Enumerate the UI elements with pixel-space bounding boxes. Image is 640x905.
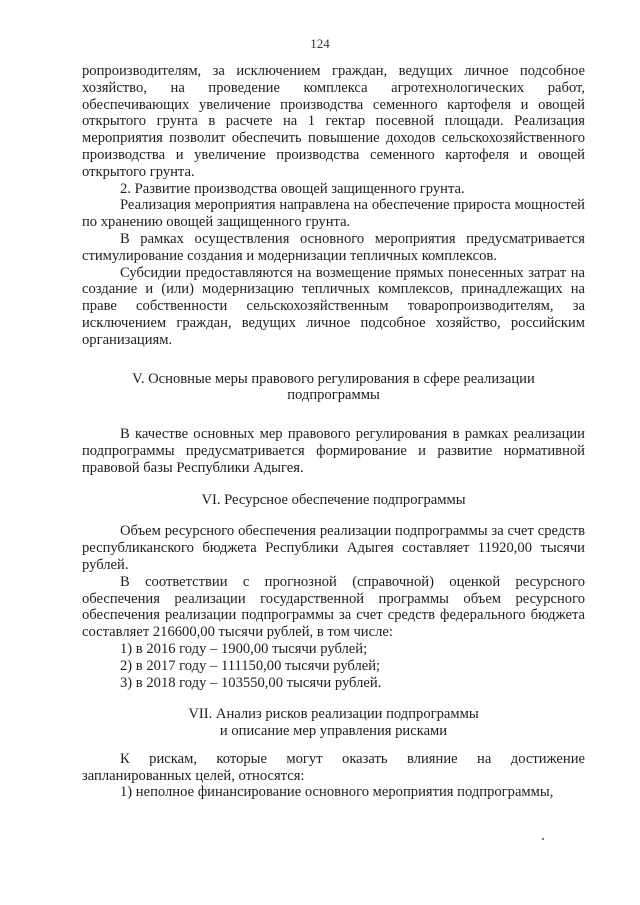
paragraph: Объем ресурсного обеспечения реализации подпрограммы за счет средств республиканского бюджета Республики Адыгея составляет 11920,00 тысячи рублей. (82, 523, 585, 573)
section-heading-line: и описание мер управления рисками (219, 723, 448, 740)
paragraph: К рискам, которые могут оказать влияние на достижение запланированных целей, относятся: (82, 750, 585, 784)
list-item: 1) в 2016 году – 1900,00 тысячи рублей; (120, 640, 368, 657)
spacer (82, 740, 585, 751)
paragraph: 1) неполное финансирование основного мероприятия подпрограммы, (120, 784, 554, 801)
paragraph: Субсидии предоставляются на возмещение прямых понесенных затрат на создание и (или) модернизацию тепличных комплексов, принадлежащих на праве собственности сельскохозяйственным товаропроизводителям, за исключением граждан, ведущих личное подсобное хозяйство, российским организациям. (82, 264, 585, 348)
paragraph: 2. Развитие производства овощей защищенного грунта. (120, 180, 465, 197)
scan-speck (542, 838, 544, 840)
section-heading-line: подпрограммы (287, 387, 380, 404)
spacer (82, 691, 585, 706)
section-heading-line: V. Основные меры правового регулирования в сфере реализации (132, 370, 535, 387)
spacer (82, 349, 585, 371)
page-number: 124 (310, 36, 330, 51)
list-item: 3) в 2018 году – 103550,00 тысячи рублей. (120, 674, 382, 691)
section-heading-line: VII. Анализ рисков реализации подпрограммы (188, 706, 479, 723)
list-item: 2) в 2017 году – 111150,00 тысячи рублей; (120, 657, 381, 674)
paragraph: В рамках осуществления основного мероприятия предусматривается стимулирование создания и модернизации тепличных комплексов. (82, 230, 585, 264)
section-heading-line: VI. Ресурсное обеспечение подпрограммы (201, 491, 466, 508)
paragraph: ропроизводителям, за исключением граждан, ведущих личное подсобное хозяйство, на проведение комплекса агротехнологических работ, обеспечивающих увеличение производства семенного картофеля и овощей открытого грунта в расчете на 1 гектар посевной площади. Реализация мероприятия позволит обеспечить повышение доходов сельскохозяйственного производства и увеличение производства семенного картофеля и овощей открытого грунта. (82, 63, 585, 180)
spacer (82, 477, 585, 492)
paragraph: Реализация мероприятия направлена на обеспечение прироста мощностей по хранению овощей защищенного грунта. (82, 197, 585, 231)
document-body (82, 63, 585, 801)
paragraph: В качестве основных мер правового регулирования в рамках реализации подпрограммы предусматривается формирование и развитие нормативной правовой базы Республики Адыгея. (82, 426, 585, 476)
paragraph: В соответствии с прогнозной (справочной) оценкой ресурсного обеспечения реализации государственной программы объем ресурсного обеспечения реализации подпрограммы за счет средств федерального бюджета составляет 216600,00 тысячи рублей, в том числе: (82, 573, 585, 641)
section-heading (82, 706, 585, 740)
section-heading (82, 492, 585, 509)
section-heading (82, 371, 585, 405)
spacer (82, 508, 585, 523)
spacer (82, 404, 585, 426)
